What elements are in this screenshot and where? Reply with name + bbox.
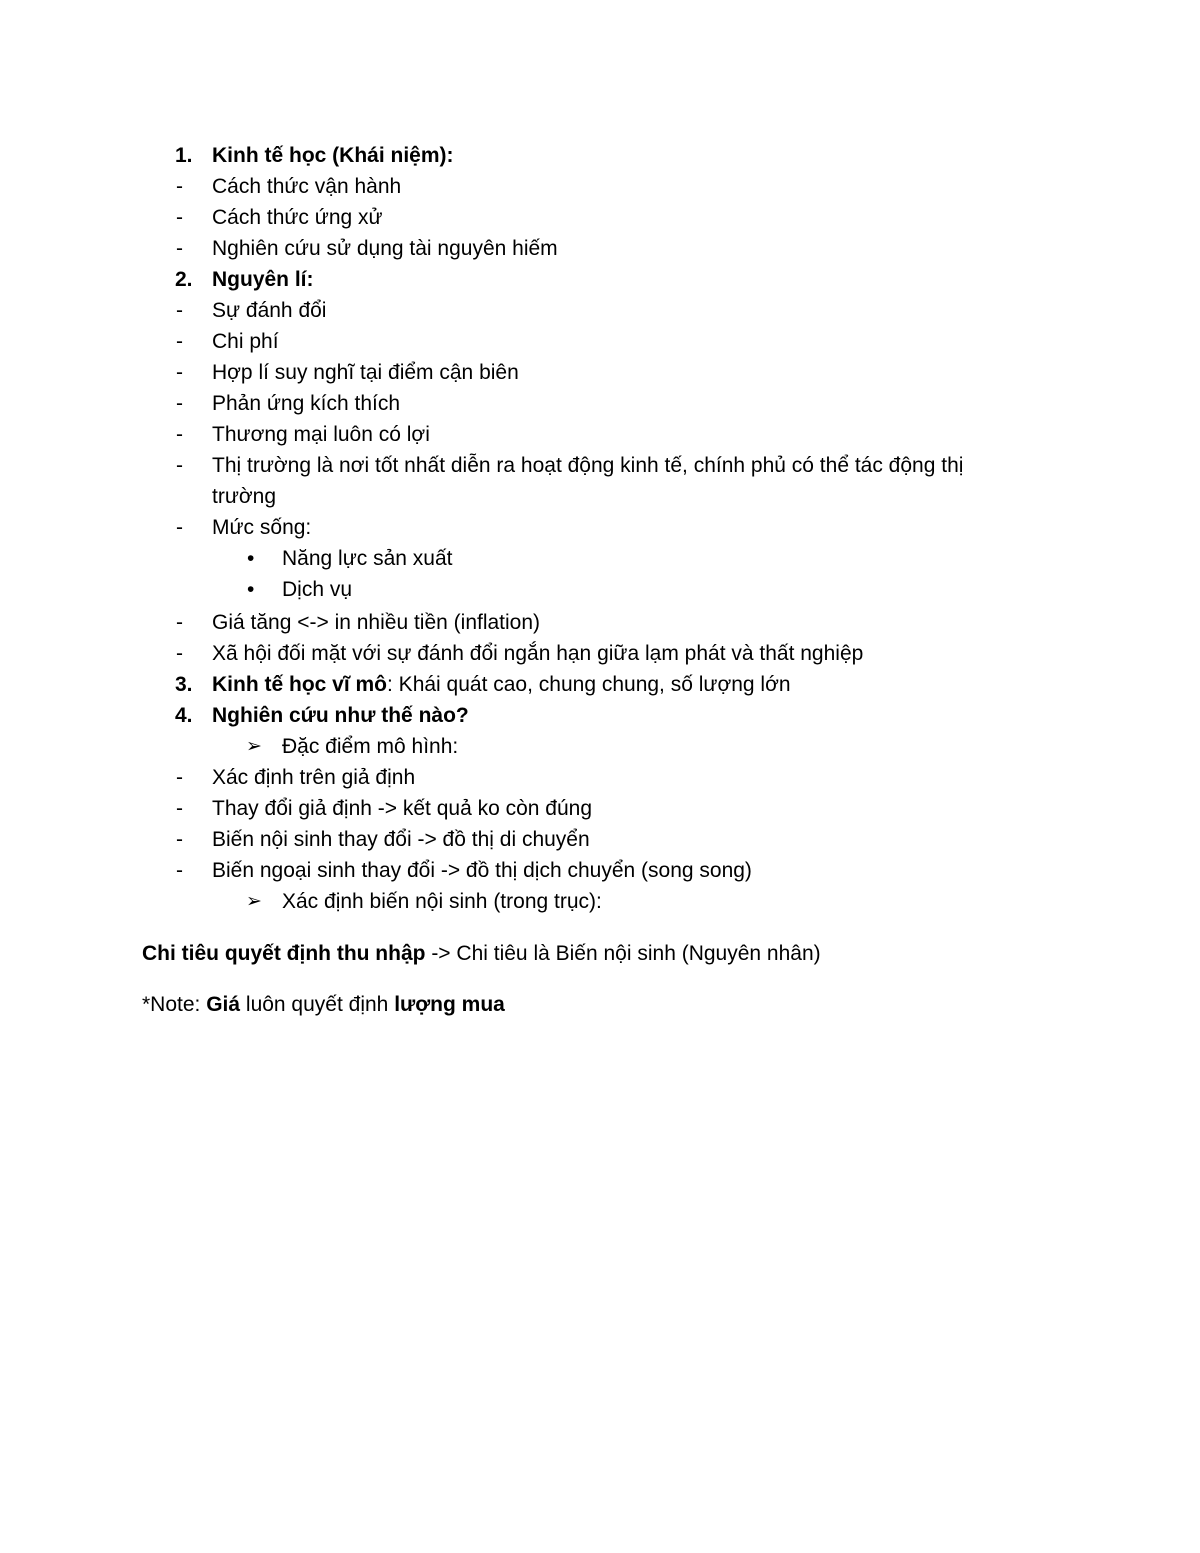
item-text: Giá tăng <-> in nhiều tiền (inflation) (212, 611, 541, 634)
note-bold-price: Giá (206, 993, 241, 1016)
section-title: Kinh tế học vĩ mô (212, 673, 388, 696)
item-text: Cách thức ứng xử (212, 206, 383, 229)
item-text: trường (212, 485, 277, 508)
section-line (212, 669, 791, 700)
dash-marker: - (176, 797, 183, 820)
item-text: Hợp lí suy nghĩ tại điểm cận biên (212, 361, 519, 384)
dash-marker: - (176, 175, 183, 198)
dash-marker: - (176, 299, 183, 322)
item-text: Nghiên cứu sử dụng tài nguyên hiếm (212, 237, 558, 260)
item-text: Phản ứng kích thích (212, 392, 401, 415)
dash-marker: - (176, 423, 183, 446)
note-prefix: *Note: (142, 993, 207, 1016)
item-text: Cách thức vận hành (212, 175, 402, 198)
section-title: Nguyên lí: (212, 268, 314, 291)
item-text: Thương mại luôn có lợi (212, 423, 430, 446)
dash-marker: - (176, 454, 183, 477)
section-number: 1. (175, 144, 193, 167)
item-text: Xác định trên giả định (212, 766, 416, 789)
summary-text (142, 938, 821, 969)
section-title: Nghiên cứu như thế nào? (212, 704, 469, 727)
item-text: Biến nội sinh thay đổi -> đồ thị di chuyển (212, 828, 590, 851)
item-text: Sự đánh đổi (212, 299, 327, 322)
dash-marker: - (176, 516, 183, 539)
note-bold-quantity: lượng mua (394, 993, 505, 1016)
dash-marker: - (176, 237, 183, 260)
bullet-marker: • (247, 578, 255, 601)
note-middle: luôn quyết định (240, 993, 395, 1016)
dash-marker: - (176, 330, 183, 353)
item-text: Biến ngoại sinh thay đổi -> đồ thị dịch chuyển (song song) (212, 859, 752, 882)
section-number: 3. (175, 673, 193, 696)
item-text: Thay đổi giả định -> kết quả ko còn đúng (212, 797, 593, 820)
item-text: Đặc điểm mô hình: (282, 735, 459, 758)
item-text: Xã hội đối mặt với sự đánh đổi ngắn hạn giữa lạm phát và thất nghiệp (212, 642, 864, 665)
item-text: Dịch vụ (282, 578, 353, 601)
dash-marker: - (176, 642, 183, 665)
arrow-bullet-icon: ➢ (246, 735, 262, 757)
section-number: 2. (175, 268, 193, 291)
summary-bold: Chi tiêu quyết định thu nhập (142, 942, 426, 965)
item-text: Xác định biến nội sinh (trong trục): (282, 890, 602, 913)
section-description: : Khái quát cao, chung chung, số lượng lớn (387, 673, 791, 696)
summary-rest: -> Chi tiêu là Biến nội sinh (Nguyên nhân) (425, 942, 821, 965)
dash-marker: - (176, 361, 183, 384)
section-number: 4. (175, 704, 193, 727)
note-text (142, 989, 505, 1020)
arrow-bullet-icon: ➢ (246, 890, 262, 912)
dash-marker: - (176, 859, 183, 882)
item-text: Chi phí (212, 330, 279, 353)
dash-marker: - (176, 828, 183, 851)
bullet-marker: • (247, 547, 255, 570)
section-title: Kinh tế học (Khái niệm): (212, 144, 454, 167)
item-text: Thị trường là nơi tốt nhất diễn ra hoạt động kinh tế, chính phủ có thể tác động thị (212, 454, 964, 477)
dash-marker: - (176, 392, 183, 415)
dash-marker: - (176, 766, 183, 789)
item-text: Mức sống: (212, 516, 312, 539)
item-text: Năng lực sản xuất (282, 547, 453, 570)
dash-marker: - (176, 611, 183, 634)
dash-marker: - (176, 206, 183, 229)
